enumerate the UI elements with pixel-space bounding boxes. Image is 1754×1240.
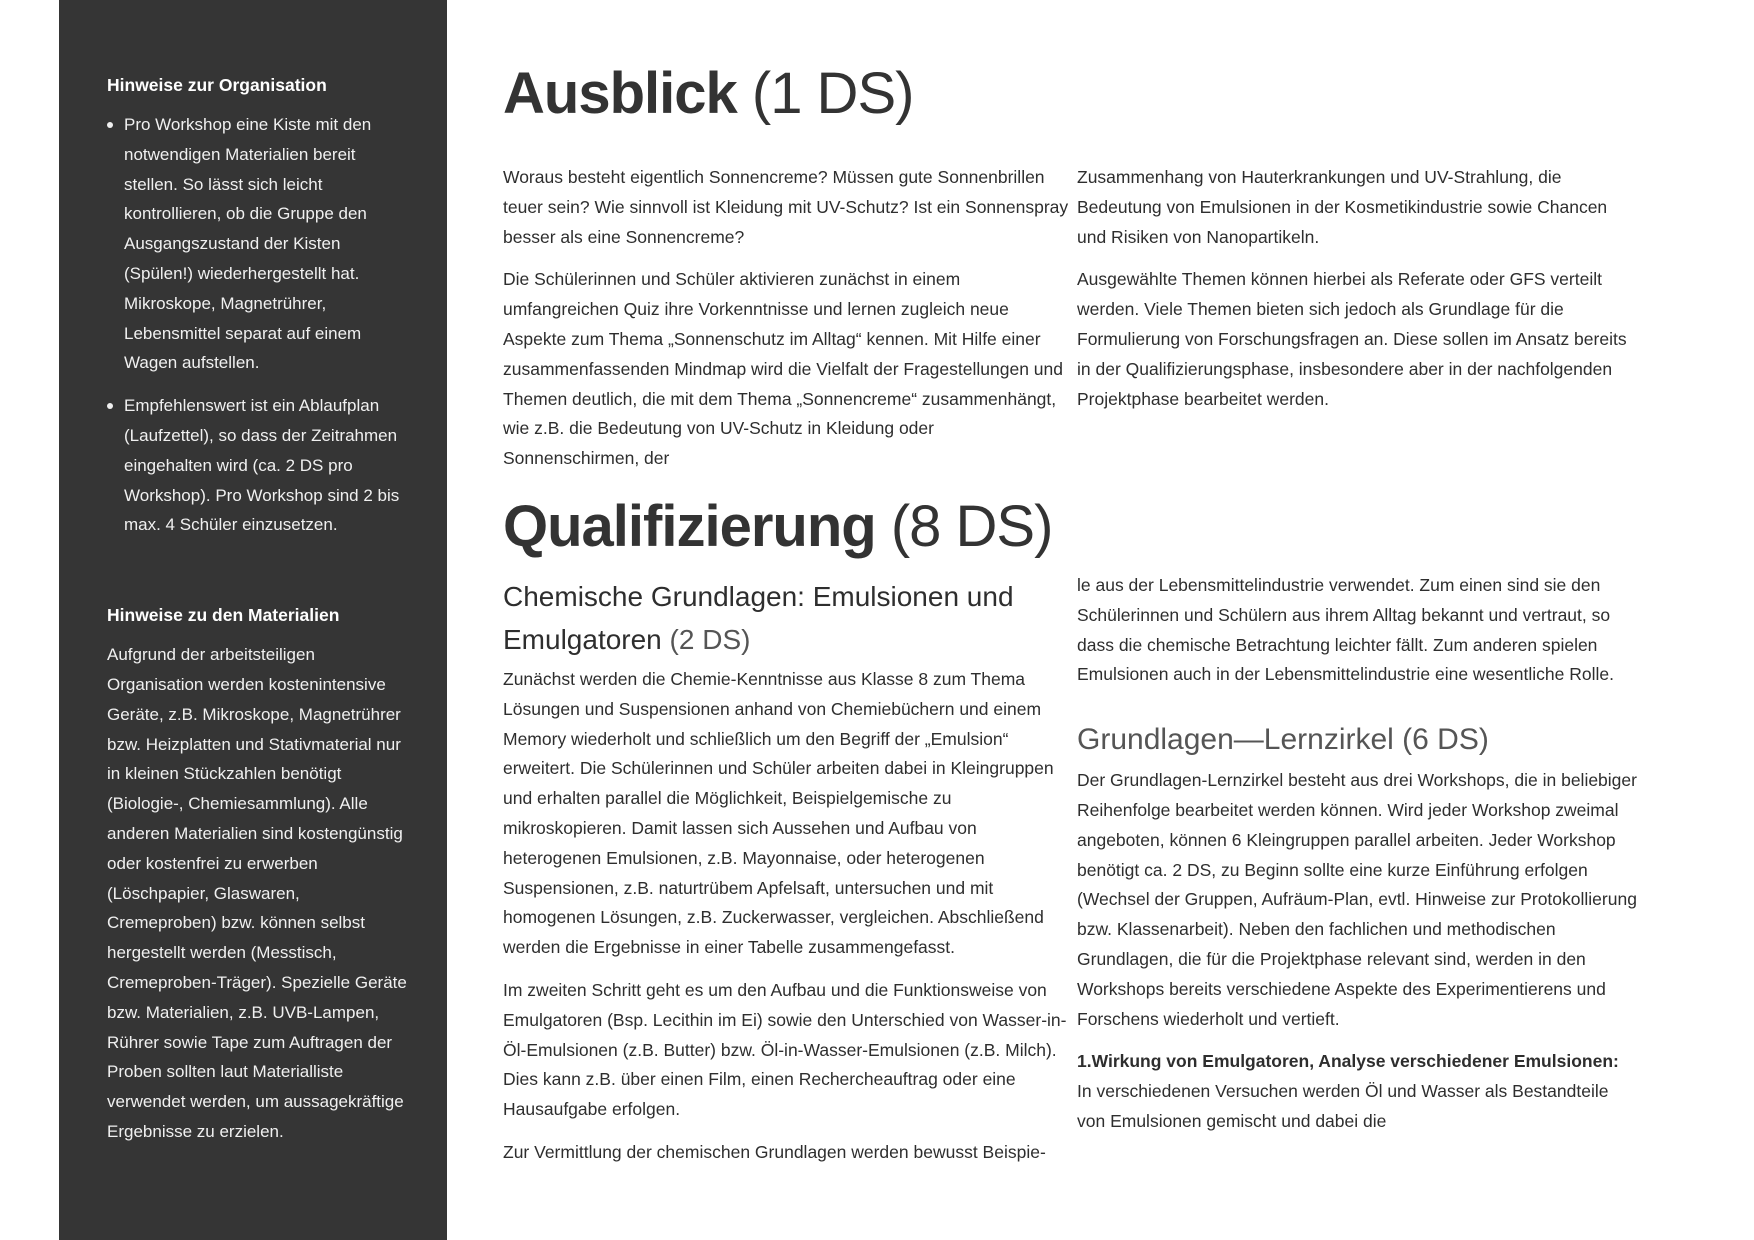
list-item: Pro Workshop eine Kiste mit den notwendigen Materialien bereit stellen. So lässt sich leicht kontrollieren, ob die Gruppe den Ausgangszustand der Kisten (Spülen!) wiederhergestellt hat. Mikroskope, Magnetrührer, Lebensmittel separat auf einem Wagen aufstellen. [107, 110, 411, 378]
paragraph: Zusammenhang von Hauterkrankungen und UV-Strahlung, die Bedeutung von Emulsionen in der Kosmetikindustrie sowie Chancen und Risiken von Nanopartikeln. [1077, 167, 1608, 247]
qualifizierung-title-text: Qualifizierung [503, 494, 876, 559]
paragraph: Im zweiten Schritt geht es um den Aufbau und die Funktionsweise von Emulgatoren (Bsp. Lecithin im Ei) sowie den Unterschied von Wasser-in-Öl-Emulsionen (z.B. Butter) bzw. Öl-in-Wasser-Emulsionen (z.B. Milch). Dies kann z.B. über einen Film, einen Rechercheauftrag oder eine Hausaufgabe erfolgen. [503, 979, 1067, 1120]
chemische-grundlagen-heading [503, 575, 1069, 661]
paragraph: Die Schülerinnen und Schüler aktivieren zunächst in einem umfangreichen Quiz ihre Vorkenntnisse und lernen zugleich neue Aspekte zum Thema „Sonnenschutz im Alltag“ kennen. Mit Hilfe einer zusammenfassenden Mindmap wird die Vielfalt der Fragestellungen und Themen deutlich, die mit dem Thema „Sonnencreme“ zusammenhängt, wie z.B. die Bedeutung von UV-Schutz in Kleidung oder Sonnenschirmen, der [503, 269, 1063, 469]
subsection-suffix: (2 DS) [669, 624, 751, 655]
ausblick-title-text: Ausblick [503, 61, 737, 126]
ausblick-right-column [1077, 163, 1637, 427]
list-item: Empfehlenswert ist ein Ablaufplan (Laufzettel), so dass der Zeitrahmen eingehalten wird (ca. 2 DS pro Workshop). Pro Workshop sind 2 bis max. 4 Schüler einzusetzen. [107, 391, 411, 540]
paragraph: Woraus besteht eigentlich Sonnencreme? Müssen gute Sonnenbrillen teuer sein? Wie sinnvoll ist Kleidung mit UV-Schutz? Ist ein Sonnenspray besser als eine Sonnencreme? [503, 167, 1069, 247]
qualifizierung-title-suffix: (8 DS) [890, 494, 1053, 559]
materials-heading: Hinweise zu den Materialien [107, 605, 340, 626]
subsection-title: Chemische Grundlagen: Emulsionen und Emulgatoren [503, 581, 1014, 655]
paragraph: le aus der Lebensmittelindustrie verwendet. Zum einen sind sie den Schülerinnen und Schülern aus ihrem Alltag bekannt und vertraut, so dass die chemische Betrachtung leichter fällt. Zum anderen spielen Emulsionen auch in der Lebensmittelindustrie eine wesentliche Rolle. [1077, 575, 1614, 685]
qualifizierung-left-column [503, 575, 1069, 1181]
paragraph: Zur Vermittlung der chemischen Grundlagen werden bewusst Beispie- [503, 1141, 1046, 1162]
qualifizierung-right-column [1077, 571, 1637, 1137]
lernzirkel-heading: Grundlagen—Lernzirkel (6 DS) [1077, 723, 1489, 757]
ausblick-title [503, 61, 913, 127]
sidebar-notes [59, 0, 447, 1240]
organisation-list [107, 110, 411, 540]
paragraph: Der Grundlagen-Lernzirkel besteht aus drei Workshops, die in beliebiger Reihenfolge bearbeitet werden können. Wird jeder Workshop zweimal angeboten, können 6 Kleingruppen parallel arbeiten. Jeder Workshop benötigt ca. 2 DS, zu Beginn sollte eine kurze Einführung erfolgen (Wechsel der Gruppen, Aufräum-Plan, evtl. Hinweise zur Protokollierung bzw. Klassenarbeit). Neben den fachlichen und methodischen Grundlagen, die für die Projektphase relevant sind, werden in den Workshops bereits verschiedene Aspekte des Experimentierens und Forschens wiederholt und vertieft. [1077, 770, 1637, 1029]
qualifizierung-title [503, 494, 1052, 560]
organisation-heading: Hinweise zur Organisation [107, 75, 327, 95]
ausblick-title-suffix: (1 DS) [751, 61, 914, 126]
materials-text: Aufgrund der arbeitsteiligen Organisation werden kostenintensive Geräte, z.B. Mikroskope, Magnetrührer bzw. Heizplatten und Stativmaterial nur in kleinen Stückzahlen benötigt (Biologie-, Chemiesammlung). Alle anderen Materialien sind kostengünstig oder kostenfrei zu erwerben (Löschpapier, Glaswaren, Cremeproben) bzw. können selbst hergestellt werden (Messtisch, Cremeproben-Träger). Spezielle Geräte bzw. Materialien, z.B. UVB-Lampen, Rührer sowie Tape zum Auftragen der Proben sollten laut Materialliste verwendet werden, um aussagekräftige Ergebnisse zu erzielen. [107, 645, 407, 1141]
ausblick-left-column [503, 163, 1069, 487]
paragraph: Zunächst werden die Chemie-Kenntnisse aus Klasse 8 zum Thema Lösungen und Suspensionen anhand von Chemiebüchern und einem Memory wiederholt und schließlich um den Begriff der „Emulsion“ erweitert. Die Schülerinnen und Schüler arbeiten dabei in Kleingruppen und erhalten parallel die Möglichkeit, Beispielgemische zu mikroskopieren. Damit lassen sich Aussehen und Aufbau von heterogenen Emulsionen, z.B. Mayonnaise, oder heterogenen Suspensionen, z.B. naturtrübem Apfelsaft, untersuchen und mit homogenen Lösungen, z.B. Zuckerwasser, vergleichen. Abschließend werden die Ergebnisse in einer Tabelle zusammengefasst. [503, 669, 1054, 958]
workshop1-text: In verschiedenen Versuchen werden Öl und Wasser als Bestandteile von Emulsionen gemischt und dabei die [1077, 1081, 1609, 1131]
workshop1-heading: 1.Wirkung von Emulgatoren, Analyse verschiedener Emulsionen: [1077, 1051, 1619, 1072]
paragraph: Ausgewählte Themen können hierbei als Referate oder GFS verteilt werden. Viele Themen bieten sich jedoch als Grundlage für die Formulierung von Forschungsfragen an. Diese sollen im Ansatz bereits in der Qualifizierungsphase, insbesondere aber in der nachfolgenden Projektphase bearbeitet werden. [1077, 269, 1627, 409]
